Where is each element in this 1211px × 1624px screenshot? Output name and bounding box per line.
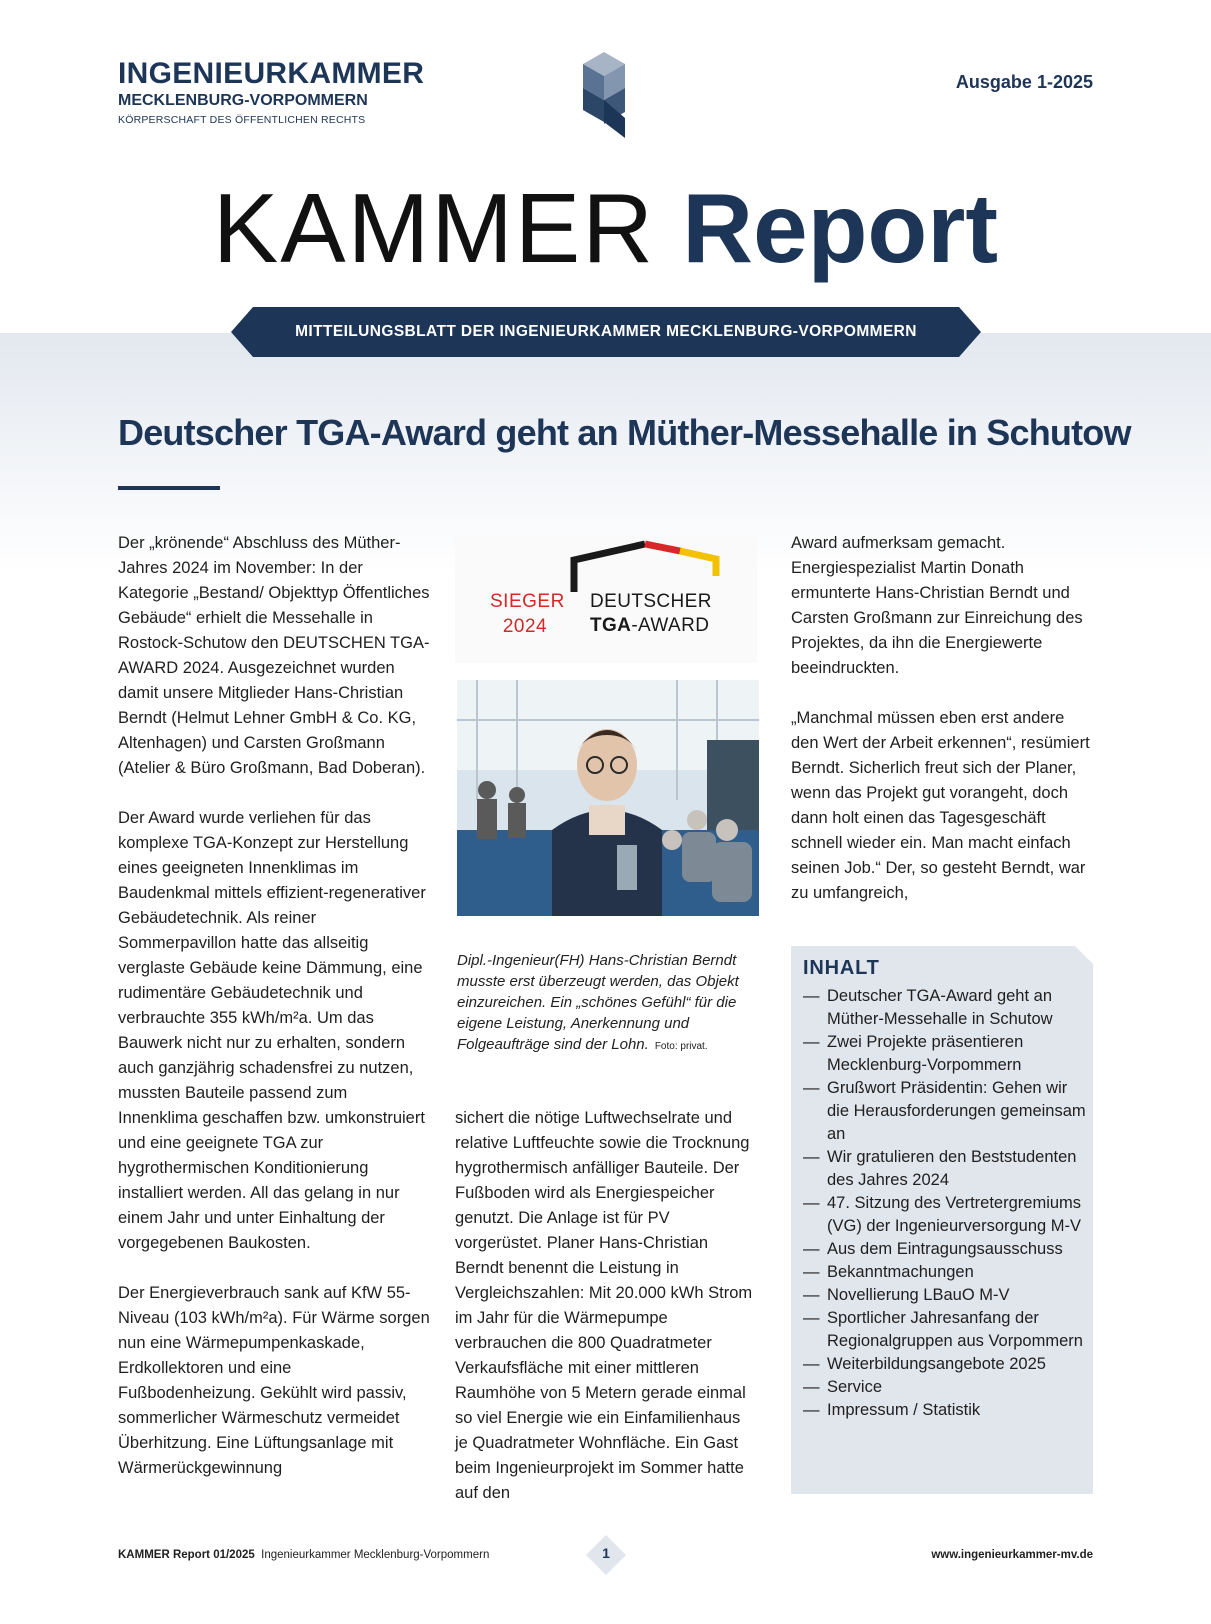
paragraph: sichert die nötige Luftwechselrate und relative Luftfeuchte sowie die Trocknung hygrothermisch anfälliger Bauteile. Der Fußboden wird als Energiespeicher genutzt. Die Anlage ist für PV vorgerüstet. Planer Hans-Christian Berndt benennt die Leistung in Vergleichszahlen: Mit 20.000 kWh Strom im Jahr für die Wärmepumpe verbrauchen die 800 Quadratmeter Verkaufsfläche mit einer mittleren Raumhöhe von 5 Metern gerade einmal so viel Energie wie ein Einfamilienhaus je Quadratmeter Wohnfläche. Ein Gast beim Ingenieurprojekt im Sommer hatte auf den <box>455 1109 753 1502</box>
toc-item[interactable]: — Weiterbildungsangebote 2025 <box>803 1355 1046 1373</box>
masthead <box>0 168 1211 288</box>
award-word: -AWARD <box>631 615 710 636</box>
award-year: 2024 <box>502 616 548 637</box>
toc-title: INHALT <box>803 957 880 979</box>
org-legal-form: KÖRPERSCHAFT DES ÖFFENTLICHEN RECHTS <box>118 114 366 126</box>
headline-rule <box>118 486 220 490</box>
org-region: MECKLENBURG-VORPOMMERN <box>118 92 368 109</box>
masthead-report: Report <box>682 173 999 283</box>
issue-number: Ausgabe 1-2025 <box>955 72 1093 92</box>
page-number: 1 <box>602 1545 610 1561</box>
masthead-kammer: KAMMER <box>212 173 656 283</box>
toc-item[interactable]: — Zwei Projekte präsentieren Mecklenburg-Vorpommern <box>803 1033 1024 1074</box>
toc-item[interactable]: — Aus dem Eintragungsausschuss <box>803 1240 1063 1258</box>
subtitle-banner: MITTEILUNGSBLATT DER INGENIEURKAMMER MECKLENBURG-VORPOMMERN <box>295 323 917 340</box>
article-headline: Deutscher TGA-Award geht an Müther-Messehalle in Schutow <box>118 412 1131 453</box>
toc-item[interactable]: — Service <box>803 1378 883 1396</box>
award-deutscher: DEUTSCHER <box>590 591 712 612</box>
paragraph: Der Energieverbrauch sank auf KfW 55-Niveau (103 kWh/m²a). Für Wärme sorgen nun eine Wärmepumpenkaskade, Erdkollektoren und eine Fußbodenheizung. Gekühlt wird passiv, sommerlicher Wärmeschutz vermeidet Überhitzung. Eine Lüftungsanlage mit Wärmerückgewinnung <box>118 1284 430 1477</box>
article-column-3 <box>791 531 1093 906</box>
paragraph: Der Award wurde verliehen für das komplexe TGA-Konzept zur Herstellung eines geeigneten Innenklimas im Baudenkmal mittels effizient-regenerativer Gebäudetechnik. Als reiner Sommerpavillon hatte das allseitig verglaste Gebäude keine Dämmung, eine rudimentäre Gebäudetechnik und verbrauchte 355 kWh/m²a. Um das Bauwerk nicht nur zu erhalten, sondern auch ganzjährig schadensfrei zu nutzen, mussten Bauteile passend zum Innenklima geschaffen bzw. umkonstruiert und eine geeignete TGA zur hygrothermischen Konditionierung installiert werden. All das gelang in nur einem Jahr und unter Einhaltung der vorgegebenen Baukosten. <box>118 809 426 1252</box>
caption-text: Dipl.-Ingenieur(FH) Hans-Christian Berndt musste erst überzeugt werden, das Objekt einzureichen. Ein „schönes Gefühl“ für die eigene Leistung, Anerkennung und Folgeaufträge sind der Lohn. <box>457 952 739 1053</box>
photo-caption <box>457 950 762 1057</box>
org-name: INGENIEURKAMMER <box>118 57 425 90</box>
award-house-roof-icon <box>570 540 720 595</box>
paragraph: Der „krönende“ Abschluss des Müther-Jahres 2024 im November: In der Kategorie „Bestand/ Objekttyp Öffentliches Gebäude“ erhielt die Messehalle in Rostock-Schutow den DEUTSCHEN TGA-AWARD 2024. Ausgezeichnet wurden damit unsere Mitglieder Hans-Christian Berndt (Helmut Lehner GmbH & Co. KG, Altenhagen) und Carsten Großmann (Atelier & Büro Großmann, Bad Doberan). <box>118 534 430 777</box>
toc-item[interactable]: — 47. Sitzung des Vertretergremiums (VG) der Ingenieurversorgung M-V <box>803 1194 1082 1235</box>
footer-org: Ingenieurkammer Mecklenburg-Vorpommern <box>261 1549 490 1561</box>
footer-left <box>118 1549 489 1561</box>
paragraph: Award aufmerksam gemacht. Energiespezialist Martin Donath ermunterte Hans-Christian Berndt und Carsten Großmann zur Einreichung des Projektes, da ihn die Energiewerte beeindruckten. <box>791 534 1083 677</box>
toc-item[interactable]: — Novellierung LBauO M-V <box>803 1286 1010 1304</box>
toc-item[interactable]: — Grußwort Präsidentin: Gehen wir die Herausforderungen gemeinsam an <box>803 1079 1086 1143</box>
toc-item[interactable]: — Deutscher TGA-Award geht an Müther-Messehalle in Schutow <box>803 987 1053 1028</box>
article-column-2 <box>455 1106 755 1506</box>
org-identity <box>118 58 424 127</box>
paragraph: „Manchmal müssen eben erst andere den Wert der Arbeit erkennen“, resümiert Berndt. Sicherlich freut sich der Planer, wenn das Projekt gut vorangeht, doch dann holt einen das Tagesgeschäft schnell wieder ein. Man macht einfach seinen Job.“ Der, so gesteht Berndt, war zu umfangreich, <box>791 709 1090 902</box>
kammer-logo-icon <box>583 52 625 142</box>
photo-award-winner <box>457 680 759 916</box>
award-tga: TGA <box>590 615 632 636</box>
award-sieger: SIEGER <box>490 591 565 612</box>
photo-credit: Foto: privat. <box>654 1041 708 1052</box>
toc-item[interactable]: — Impressum / Statistik <box>803 1401 981 1419</box>
toc-item[interactable]: — Bekanntmachungen <box>803 1263 974 1281</box>
toc-list <box>803 985 1093 1422</box>
article-column-1 <box>118 531 430 1481</box>
award-tga-line <box>590 613 709 638</box>
award-sieger-label <box>490 589 565 639</box>
toc-item[interactable]: — Sportlicher Jahresanfang der Regionalgruppen aus Vorpommern <box>803 1309 1083 1350</box>
footer-publication: KAMMER Report 01/2025 <box>118 1549 255 1561</box>
footer-url[interactable]: www.ingenieurkammer-mv.de <box>931 1549 1093 1561</box>
toc-item[interactable]: — Wir gratulieren den Beststudenten des Jahres 2024 <box>803 1148 1077 1189</box>
